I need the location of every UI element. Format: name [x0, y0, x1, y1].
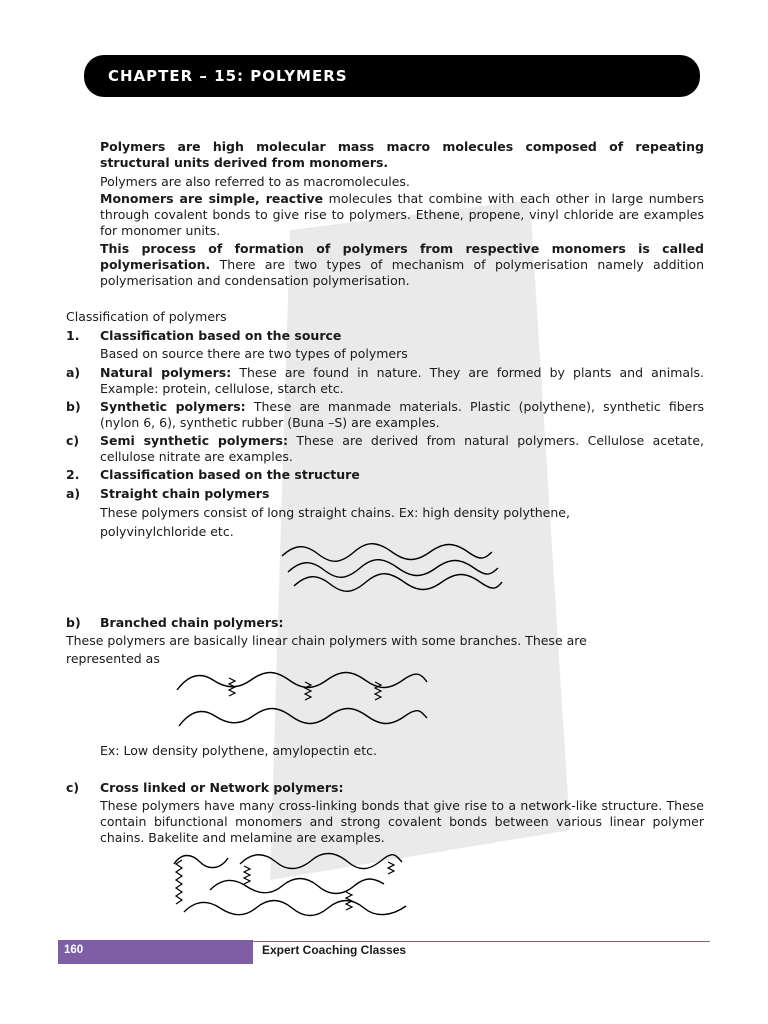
branched-chain-text: These polymers are basically linear chain polymers with some branches. These are represented as	[66, 633, 587, 666]
section-2-number: 2.	[66, 467, 80, 482]
footer-page-bar	[58, 940, 253, 964]
branched-number: b)	[66, 615, 81, 630]
section-2-title: Classification based on the structure	[100, 467, 360, 482]
straight-chain-title: Straight chain polymers	[100, 486, 270, 501]
network-polymer-diagram	[170, 852, 410, 922]
section-1-number: 1.	[66, 328, 80, 343]
cross-linked-title: Cross linked or Network polymers:	[100, 780, 344, 795]
item-semi-synthetic-polymers: Semi synthetic polymers: These are derived from natural polymers. Cellulose acetate, cellulose nitrate are examples.	[100, 433, 704, 464]
straight-number: a)	[66, 486, 81, 501]
item-natural-polymers: Natural polymers: These are found in nature. They are formed by plants and animals. Example: protein, cellulose, starch etc.	[100, 365, 704, 396]
straight-chain-text: These polymers consist of long straight chains. Ex: high density polythene, polyvinylchloride etc.	[100, 505, 570, 539]
branched-chain-title: Branched chain polymers:	[100, 615, 284, 630]
item-a-number: a)	[66, 365, 81, 380]
cross-linked-number: c)	[66, 780, 80, 795]
straight-chain-diagram	[280, 540, 505, 590]
classification-heading: Classification of polymers	[66, 309, 227, 324]
section-1-title: Classification based on the source	[100, 328, 342, 343]
item-c-number: c)	[66, 433, 80, 448]
chapter-title: CHAPTER – 15: POLYMERS	[108, 67, 348, 85]
page-number: 160	[64, 944, 84, 956]
intro-alias: Polymers are also referred to as macromolecules.	[100, 174, 410, 189]
intro-polymerisation: This process of formation of polymers from respective monomers is called polymerisation. There are two types of mechanism of polymerisation namely addition polymerisation and condensation polymerisation.	[100, 241, 704, 288]
item-b-number: b)	[66, 399, 81, 414]
branched-chain-diagram	[175, 668, 430, 730]
footer-brand: Expert Coaching Classes	[262, 943, 407, 957]
chapter-banner	[84, 55, 700, 97]
cross-linked-text: These polymers have many cross-linking bonds that give rise to a network-like structure. These contain bifunctional monomers and strong covalent bonds between various linear polymer chains. Bakelite and melamine are examples.	[100, 798, 704, 845]
intro-monomers: Monomers are simple, reactive molecules that combine with each other in large numbers through covalent bonds to give rise to polymers. Ethene, propene, vinyl chloride are examples for monomer units.	[100, 191, 704, 238]
intro-definition: Polymers are high molecular mass macro molecules composed of repeating structural units derived from monomers.	[100, 139, 704, 170]
branched-chain-example: Ex: Low density polythene, amylopectin etc.	[100, 743, 377, 758]
section-1-intro: Based on source there are two types of polymers	[100, 346, 408, 361]
footer-divider	[253, 941, 710, 942]
item-synthetic-polymers: Synthetic polymers: These are manmade materials. Plastic (polythene), synthetic fibers (nylon 6, 6), synthetic rubber (Buna –S) are examples.	[100, 399, 704, 430]
